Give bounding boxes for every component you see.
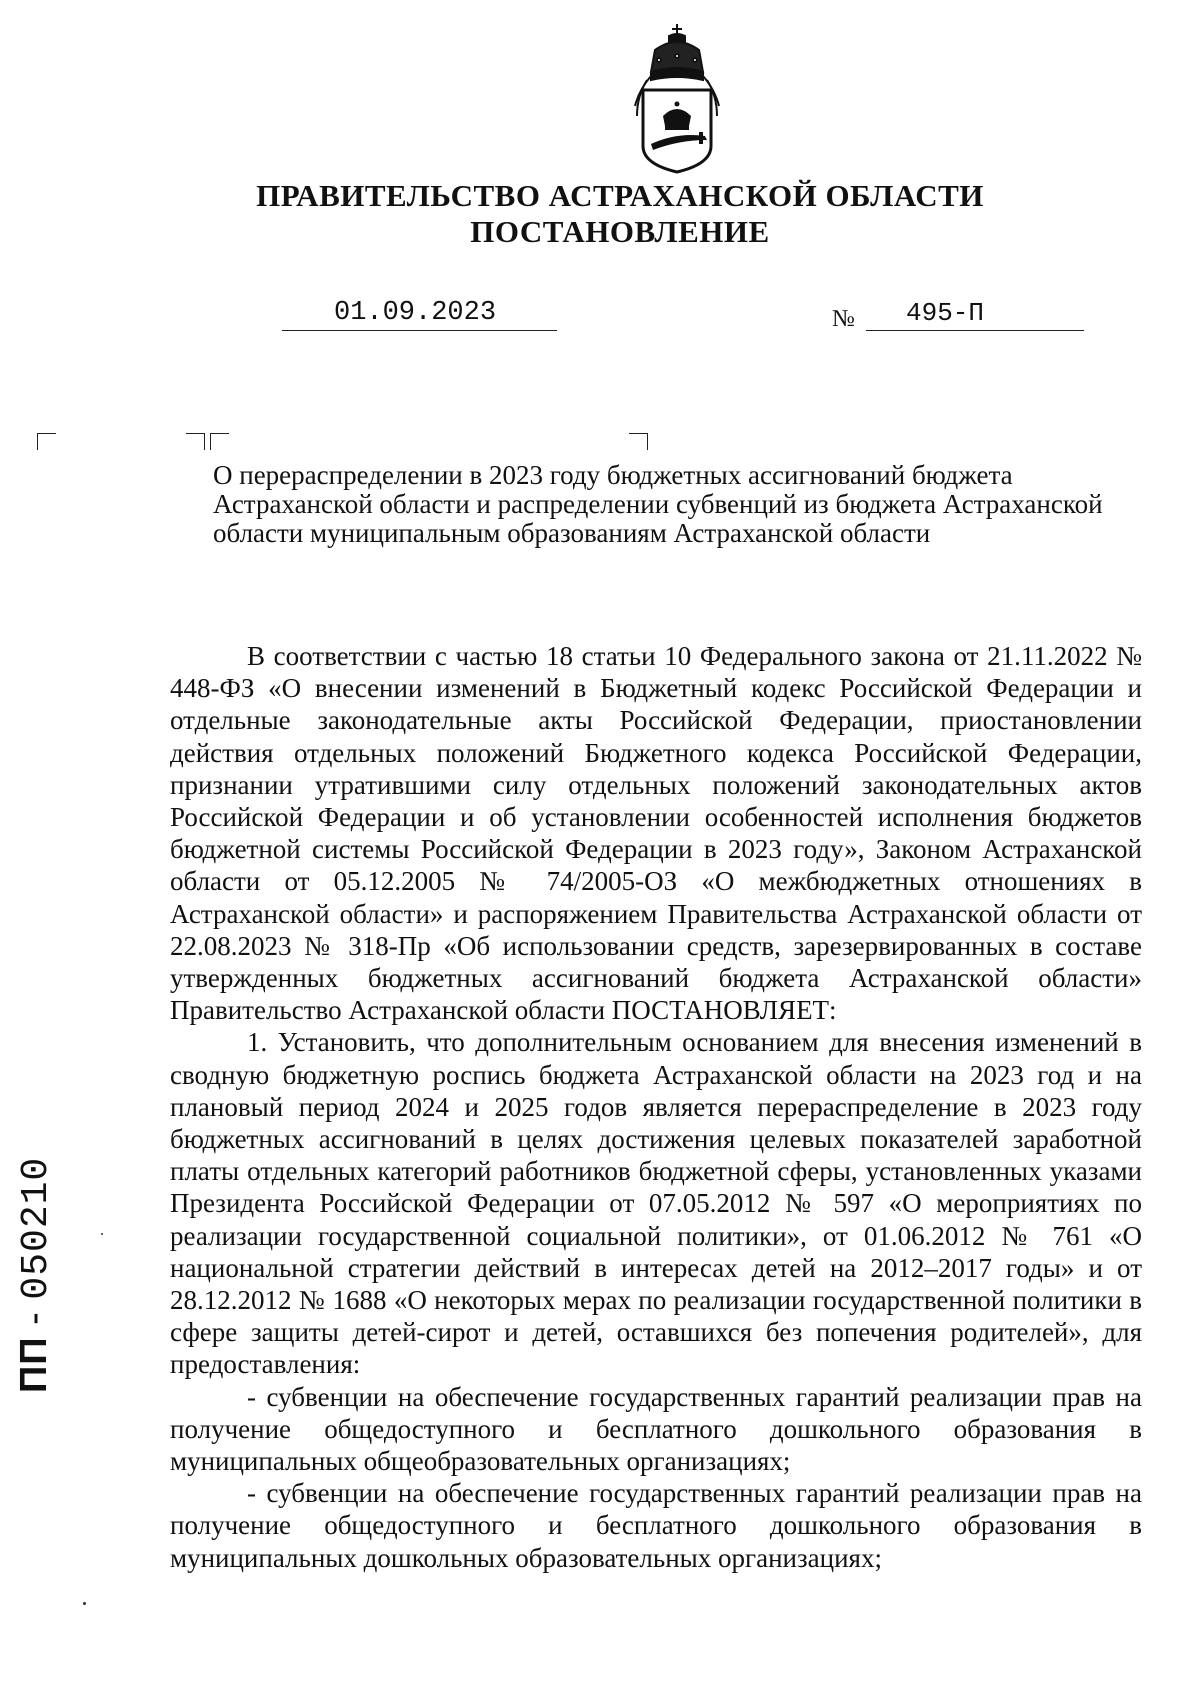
document-date: 01.09.2023 (334, 298, 497, 328)
body-paragraph-item-1: 1. Установить, что дополнительным основанием для внесения изменений в сводную бюджетную роспись бюджета Астраханской области на 2023 год и на плановый период 2024 и 2025 годов является перераспределение в 2023 году бюджетных ассигнований в целях достижения целевых показателей заработной платы отдельных категорий работников бюджетной сферы, установленных указами Президента Российской Федерации от 07.05.2012 № 597 «О мероприятиях по реализации государственной социальной политики», от 01.06.2012 № 761 «О национальной стратегии действий в интересах детей на 2012–2017 годы» и от 28.12.2012 № 1688 «О некоторых мерах по реализации государственной политики в сфере защиты детей-сирот и детей, оставшихся без попечения родителей», для предоставления: (170, 1027, 1142, 1380)
corner-mark-subject-open-b (210, 433, 229, 450)
organization-title: ПРАВИТЕЛЬСТВО АСТРАХАНСКОЙ ОБЛАСТИ (256, 178, 984, 213)
document-type-title: ПОСТАНОВЛЕНИЕ (470, 214, 770, 249)
corner-mark-subject-open-a (186, 433, 205, 450)
side-code-dash: - (13, 1299, 55, 1337)
document-number: 495-П (906, 298, 985, 328)
body-paragraph-preamble: В соответствии с частью 18 статьи 10 Федерального закона от 21.11.2022 № 448-ФЗ «О внесении изменений в Бюджетный кодекс Российской Федерации и отдельные законодательные акты Российской Федерации, приостановлении действия отдельных положений Бюджетного кодекса Российской Федерации, признании утратившими силу отдельных положений законодательных актов Российской Федерации и об установлении особенностей исполнения бюджетов бюджетной системы Российской Федерации в 2023 году», Законом Астраханской области от 05.12.2005 № 74/2005-ОЗ «О межбюджетных отношениях в Астраханской области» и распоряжением Правительства Астраханской области от 22.08.2023 № 318-Пр «Об использовании средств, зарезервированных в составе утвержденных бюджетных ассигнований бюджета Астраханской области» Правительство Астраханской области ПОСТАНОВЛЯЕТ: (170, 641, 1142, 1026)
scan-speck (83, 1602, 86, 1605)
scan-speck (101, 1233, 103, 1235)
corner-mark-left (37, 433, 56, 450)
date-field (282, 296, 557, 331)
number-sign: № (832, 306, 855, 332)
side-serial-code (14, 1157, 57, 1393)
document-body (170, 640, 1142, 1574)
body-paragraph-bullet-1: - субвенции на обеспечение государственных гарантий реализации прав на получение общедоступного и бесплатного дошкольного образования в муниципальных общеобразовательных организациях; (170, 1381, 1142, 1477)
side-code-prefix: ПП (13, 1336, 55, 1393)
number-field (866, 296, 1084, 331)
corner-mark-subject-close (629, 433, 648, 450)
side-code-digits: 050210 (15, 1156, 58, 1300)
coat-of-arms-emblem (625, 20, 729, 176)
document-subject: О перераспределении в 2023 году бюджетных ассигнований бюджета Астраханской области и распределении субвенций из бюджета Астраханской области муниципальным образованиям Астраханской области (213, 460, 1103, 548)
body-paragraph-bullet-2: - субвенции на обеспечение государственных гарантий реализации прав на получение общедоступного и бесплатного дошкольного образования в муниципальных дошкольных образовательных организациях; (170, 1478, 1142, 1573)
